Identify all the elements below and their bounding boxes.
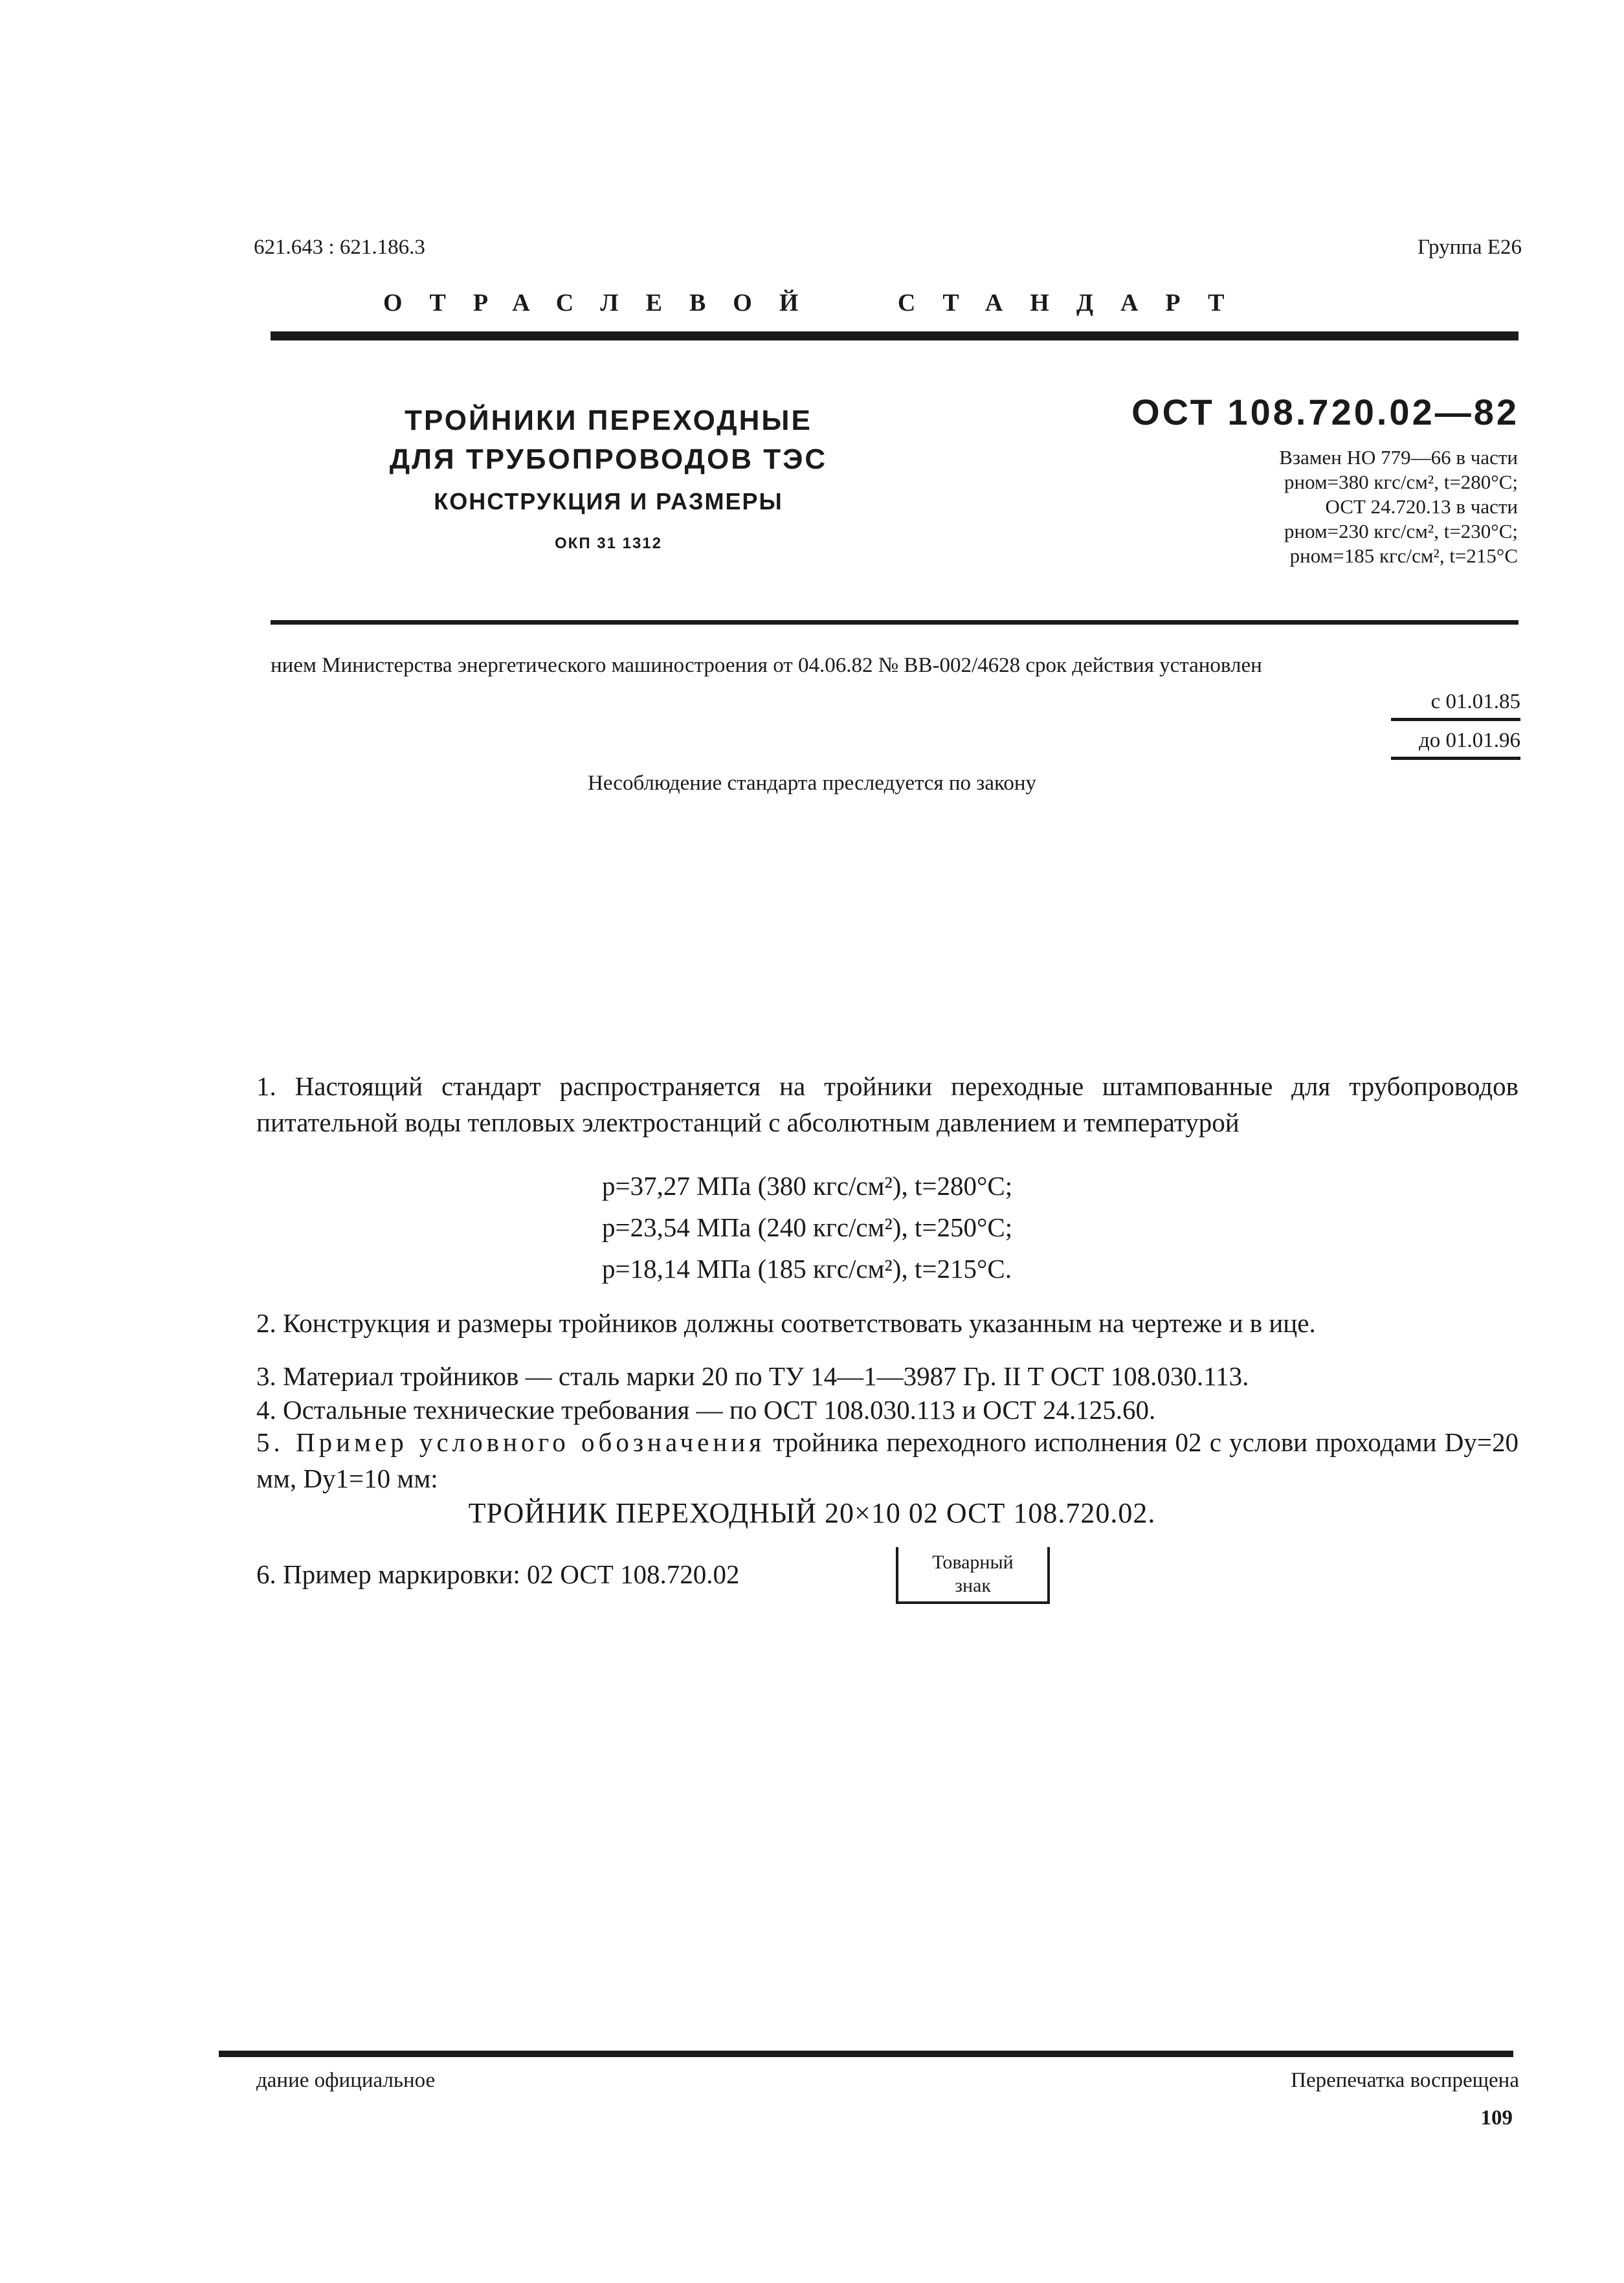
replaces-line: Взамен НО 779—66 в части	[1279, 446, 1518, 469]
replaces-line: pном=230 кгс/см², t=230°С;	[1284, 520, 1518, 542]
clause-6: 6. Пример маркировки: 02 ОСТ 108.720.02	[256, 1559, 740, 1589]
header-rule	[271, 331, 1518, 340]
reprint-notice: Перепечатка воспрещена	[1291, 2069, 1519, 2092]
title-block	[350, 401, 867, 553]
okp-code: ОКП 31 1312	[555, 535, 662, 552]
formula-line: p=37,27 МПа (380 кгс/см²), t=280°С;	[602, 1171, 1013, 1201]
valid-to: до 01.01.96	[1391, 729, 1520, 760]
formula-line: p=23,54 МПа (240 кгс/см²), t=250°С;	[602, 1212, 1013, 1242]
title-line-2: ДЛЯ ТРУБОПРОВОДОВ ТЭС	[389, 443, 828, 475]
standard-banner: ОТРАСЛЕВОЙ СТАНДАРТ	[383, 289, 1252, 317]
page-number: 109	[1480, 2106, 1513, 2130]
subtitle: КОНСТРУКЦИЯ И РАЗМЕРЫ	[434, 488, 783, 515]
clause-2: 2. Конструкция и размеры тройников должны соответствовать указанным на чертеже и в ице.	[256, 1308, 1316, 1338]
legal-notice: Несоблюдение стандарта преследуется по закону	[588, 772, 1036, 795]
standard-number: ОСТ 108.720.02—82	[1131, 392, 1519, 432]
udc-code: 621.643 : 621.186.3	[254, 236, 425, 259]
official-edition: дание официальное	[256, 2069, 436, 2092]
clause-3: 3. Материал тройников — сталь марки 20 по ТУ 14—1—3987 Гр. II Т ОСТ 108.030.113.	[256, 1361, 1249, 1391]
clause-4: 4. Остальные технические требования — по ОСТ 108.030.113 и ОСТ 24.125.60.	[256, 1395, 1156, 1425]
trademark-box	[896, 1547, 1050, 1604]
title-line-1: ТРОЙНИКИ ПЕРЕХОДНЫЕ	[405, 405, 812, 436]
title-rule	[271, 620, 1518, 625]
replaces-line: pном=380 кгс/см², t=280°С;	[1284, 471, 1518, 493]
trademark-line: знак	[955, 1575, 991, 1596]
clause-1: 1. Настоящий стандарт распространяется на тройники переходные штампованные для трубопроводов питательной воды тепловых электростанций с абсолютным давлением и температурой	[256, 1071, 1518, 1137]
replaces-line: ОСТ 24.720.13 в части	[1325, 495, 1518, 518]
clause-5	[256, 1424, 1518, 1497]
footer-rule	[219, 2051, 1513, 2057]
group-code: Группа Е26	[1418, 236, 1522, 259]
trademark-line: Товарный	[932, 1552, 1014, 1573]
clause-5-lead: 5. Пример условного обозначения	[256, 1427, 766, 1457]
designation-example: ТРОЙНИК ПЕРЕХОДНЫЙ 20×10 02 ОСТ 108.720.02.	[468, 1497, 1156, 1529]
approval-text: нием Министерства энергетического машиностроения от 04.06.82 № ВВ-002/4628 срок действия установлен	[271, 654, 1262, 677]
valid-from: с 01.01.85	[1391, 690, 1520, 721]
formula-line: p=18,14 МПа (185 кгс/см²), t=215°С.	[602, 1254, 1012, 1284]
replaces-line: pном=185 кгс/см², t=215°С	[1289, 544, 1518, 567]
replaces-block	[1155, 445, 1518, 568]
clause-5-rest: тройника переходного исполнения 02 с услови проходами Dу=20 мм, Dу1=10 мм:	[256, 1427, 1519, 1493]
